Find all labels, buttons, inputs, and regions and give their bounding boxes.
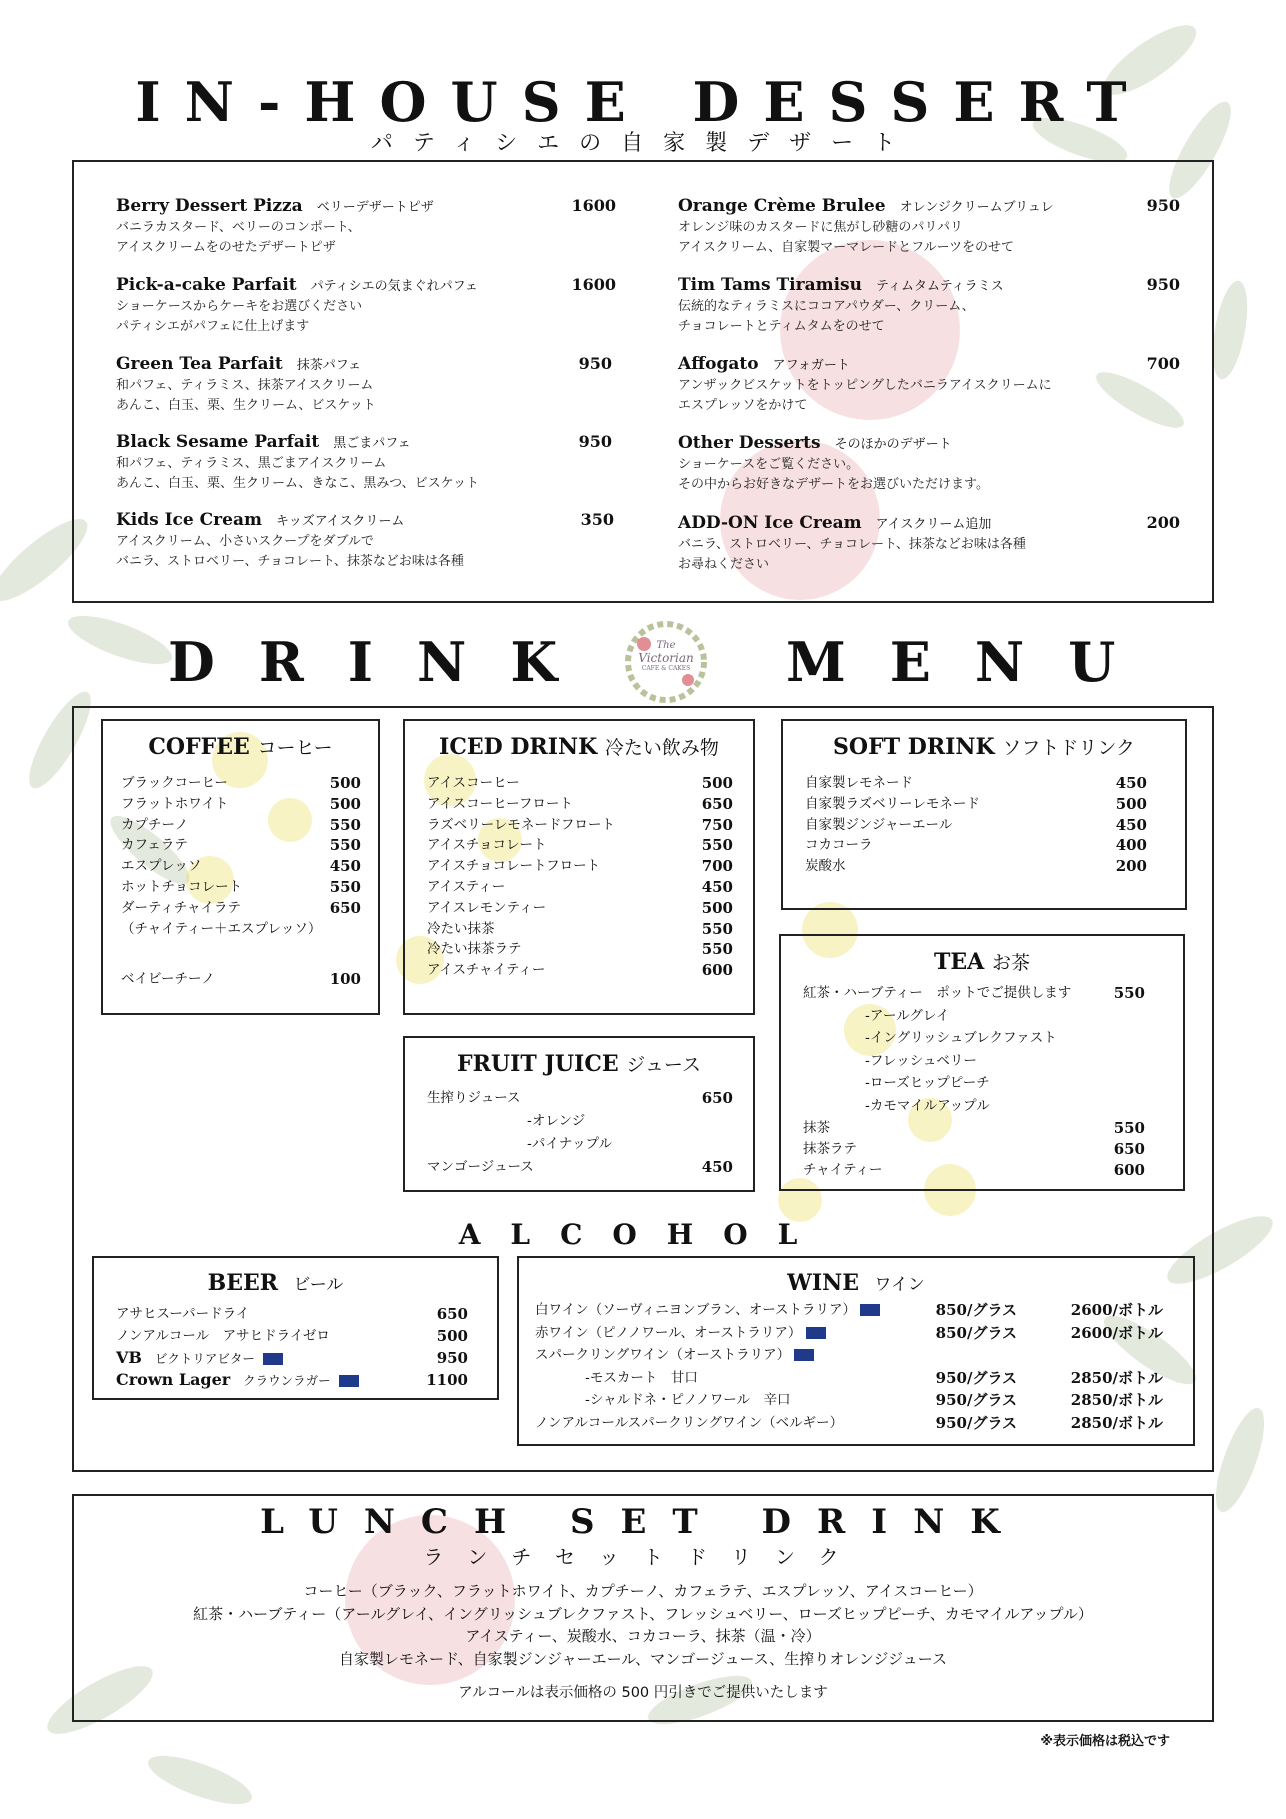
menu-row: 紅茶・ハーブティー ポットでご提供します 550: [803, 984, 1145, 1002]
wine-row: スパークリングワイン（オーストラリア）: [535, 1345, 1163, 1368]
dessert-desc-line: 伝統的なティラミスにココアパウダー、クリーム、: [678, 299, 975, 314]
dessert-jp-name: オレンジクリームブリュレ: [899, 200, 1054, 215]
beer-panel: [92, 1256, 499, 1400]
dessert-desc-line: パティシエがパフェに仕上げます: [116, 319, 310, 334]
dessert-price: 200: [1146, 513, 1180, 532]
dessert-item: [678, 275, 1180, 337]
dessert-desc-line: バニラカスタード、ベリーのコンポート、: [116, 220, 361, 235]
dessert-desc-line: チョコレートとティムタムをのせて: [678, 319, 885, 334]
menu-row: 冷たい抹茶 550: [427, 919, 733, 938]
menu-row: フラットホワイト 500: [121, 794, 361, 813]
menu-row: Crown Lager クラウンラガー 1100: [116, 1370, 468, 1389]
dessert-name: Other Desserts: [678, 433, 821, 453]
menu-row: アイスチャイティー 600: [427, 961, 733, 980]
menu-row: コカコーラ 400: [805, 836, 1147, 855]
menu-row: ノンアルコール アサヒドライゼロ 500: [116, 1327, 468, 1345]
dessert-desc-line: アイスクリーム、自家製マーマレードとフルーツをのせて: [678, 240, 1015, 255]
australia-flag-icon: [263, 1353, 283, 1365]
menu-row: アイスティー 450: [427, 877, 733, 896]
dessert-item: [116, 432, 612, 494]
tea-option: -フレッシュベリー: [865, 1052, 977, 1069]
iced-drink-panel: [403, 719, 755, 1015]
tax-note: ※表示価格は税込です: [1040, 1734, 1170, 1749]
menu-row: ラズベリーレモネードフロート 750: [427, 815, 733, 834]
coffee-list: [121, 773, 361, 990]
menu-row: チャイティー 600: [803, 1161, 1145, 1179]
dessert-desc-line: ショーケースをご覧ください。: [678, 457, 860, 472]
logo-name: Victorian: [638, 651, 694, 665]
lunch-alcohol-note: アルコールは表示価格の 500 円引きでご提供いたします: [458, 1685, 828, 1701]
dessert-jp-name: ベリーデザートピザ: [316, 200, 434, 215]
dessert-desc-line: その中からお好きなデザートをお選びいただけます。: [678, 477, 989, 492]
alcohol-title: ALCOHOL: [458, 1218, 828, 1251]
wine-list: [535, 1300, 1163, 1435]
menu-row: カプチーノ 550: [121, 815, 361, 834]
dessert-jp-name: 黒ごまパフェ: [333, 436, 411, 451]
wine-row: 白ワイン（ソーヴィニヨンブラン、オーストラリア） 850/グラス 2600/ボトル: [535, 1301, 1163, 1319]
wine-panel: [517, 1256, 1195, 1446]
dessert-name: Tim Tams Tiramisu: [678, 275, 862, 295]
fruit-juice-list: [427, 1088, 733, 1180]
dessert-name: ADD-ON Ice Cream: [678, 513, 862, 533]
menu-row: 自家製レモネード 450: [805, 774, 1147, 792]
dessert-desc-line: オレンジ味のカスタードに焦がし砂糖のパリパリ: [678, 220, 963, 235]
dessert-name: Black Sesame Parfait: [116, 432, 320, 452]
dessert-desc-line: あんこ、白玉、栗、生クリーム、ビスケット: [116, 398, 376, 413]
menu-row: アイスコーヒー 500: [427, 774, 733, 792]
iced-drink-list: [427, 773, 733, 981]
soft-drink-panel: [781, 719, 1187, 910]
dessert-item: [678, 196, 1180, 258]
dessert-name: Kids Ice Cream: [116, 510, 262, 530]
australia-flag-icon: [860, 1304, 880, 1316]
dessert-name: Berry Dessert Pizza: [116, 196, 303, 216]
dessert-name: Green Tea Parfait: [116, 354, 283, 374]
dessert-item: [116, 354, 612, 416]
dessert-desc-line: バニラ、ストロベリー、チョコレート、抹茶などお味は各種: [678, 537, 1026, 552]
dessert-name: Orange Crème Brulee: [678, 196, 886, 216]
tea-option: -アールグレイ: [865, 1007, 950, 1024]
lunch-title: LUNCH SET DRINK: [260, 1502, 1026, 1542]
dessert-price: 1600: [571, 196, 616, 215]
tea-option: -カモマイルアップル: [865, 1097, 990, 1114]
dessert-desc-line: バニラ、ストロベリー、チョコレート、抹茶などお味は各種: [116, 554, 464, 569]
fruit-juice-panel: [403, 1036, 755, 1192]
lunch-line: 紅茶・ハーブティー（アールグレイ、イングリッシュブレクファスト、フレッシュベリー、ローズヒップピーチ、カモマイルアップル）: [193, 1604, 1093, 1623]
dessert-desc-line: 和パフェ、ティラミス、抹茶アイスクリーム: [116, 378, 374, 393]
dessert-price: 950: [1146, 275, 1180, 294]
dessert-jp-name: 抹茶パフェ: [296, 358, 362, 373]
menu-row: 抹茶ラテ 650: [803, 1140, 1145, 1158]
australia-flag-icon: [794, 1349, 814, 1361]
dessert-desc-line: あんこ、白玉、栗、生クリーム、きなこ、黒みつ、ビスケット: [116, 476, 479, 491]
menu-row: アサヒスーパードライ 650: [116, 1305, 468, 1323]
dessert-desc-line: ショーケースからケーキをお選びください: [116, 299, 363, 314]
menu-note: （チャイティー＋エスプレッソ）: [121, 920, 322, 937]
dessert-subtitle: パティシエの自家製デザート: [370, 131, 916, 156]
dessert-item: [678, 513, 1180, 575]
lunch-line: 自家製レモネード、自家製ジンジャーエール、マンゴージュース、生搾りオレンジジュース: [338, 1649, 948, 1668]
menu-row: 生搾りジュース 650: [427, 1089, 733, 1107]
dessert-price: 700: [1146, 354, 1180, 373]
dessert-desc-line: アイスクリーム、小さいスクープをダブルで: [116, 534, 374, 549]
lunch-line: コーヒー（ブラック、フラットホワイト、カプチーノ、カフェラテ、エスプレッソ、アイスコーヒー）: [303, 1582, 983, 1600]
dessert-price: 950: [578, 354, 612, 373]
drink-title-right: MENU: [786, 630, 1160, 694]
menu-row: アイスチョコレート 550: [427, 836, 733, 855]
juice-option: -パイナップル: [527, 1136, 613, 1152]
wine-row: -シャルドネ・ピノノワール 辛口 950/グラス 2850/ボトル: [585, 1391, 1163, 1409]
dessert-item: [116, 196, 616, 258]
dessert-price: 350: [580, 510, 614, 529]
menu-row: ブラックコーヒー 500: [121, 774, 361, 792]
dessert-jp-name: そのほかのデザート: [834, 437, 952, 452]
menu-row: 冷たい抹茶ラテ 550: [427, 940, 733, 959]
tea-option: -ローズヒップピーチ: [865, 1075, 990, 1091]
beer-list: [116, 1304, 468, 1392]
dessert-name: Pick-a-cake Parfait: [116, 275, 297, 295]
dessert-jp-name: アフォガート: [772, 358, 850, 373]
menu-row: アイスコーヒーフロート 650: [427, 794, 733, 813]
fruit-juice-title: FRUIT JUICE ジュース: [457, 1051, 701, 1077]
menu-row: ホットチョコレート 550: [121, 877, 361, 896]
tea-panel: [779, 934, 1185, 1191]
menu-row: ベイビーチーノ 100: [121, 970, 361, 989]
menu-row: 抹茶 550: [803, 1119, 1145, 1137]
coffee-panel: [101, 719, 380, 1015]
cafe-logo: [622, 618, 710, 706]
soft-drink-list: [805, 773, 1147, 877]
wine-row: ノンアルコールスパークリングワイン（ベルギー） 950/グラス 2850/ボトル: [535, 1413, 1163, 1432]
menu-row: VB ビクトリアビター 950: [116, 1348, 468, 1367]
wine-row: -モスカート 甘口 950/グラス 2850/ボトル: [585, 1368, 1163, 1387]
lunch-line: アイスティー、炭酸水、コカコーラ、抹茶（温・冷）: [465, 1627, 821, 1645]
dessert-jp-name: ティムタムティラミス: [876, 279, 1004, 294]
tea-option: -イングリッシュブレクファスト: [865, 1030, 1057, 1046]
dessert-price: 950: [578, 432, 612, 451]
dessert-jp-name: パティシエの気まぐれパフェ: [310, 279, 478, 294]
menu-row: アイスレモンティー 500: [427, 898, 733, 917]
tea-list: [803, 983, 1145, 1181]
beer-title: BEER ビール: [207, 1270, 344, 1296]
dessert-item: [116, 510, 614, 572]
dessert-desc-line: アイスクリームをのせたデザートピザ: [116, 240, 336, 255]
australia-flag-icon: [339, 1375, 359, 1387]
juice-option: -オレンジ: [527, 1113, 586, 1129]
dessert-desc-line: お尋ねください: [678, 557, 770, 572]
dessert-jp-name: キッズアイスクリーム: [275, 514, 405, 529]
dessert-item: [116, 275, 616, 337]
dessert-desc-line: 和パフェ、ティラミス、黒ごまアイスクリーム: [116, 456, 387, 471]
iced-drink-title: ICED DRINK 冷たい飲み物: [439, 734, 719, 760]
drink-title-left: DRINK: [168, 630, 602, 694]
dessert-jp-name: アイスクリーム追加: [875, 517, 992, 532]
soft-drink-title: SOFT DRINK ソフトドリンク: [833, 734, 1135, 760]
logo-the: The: [656, 640, 676, 651]
menu-row: カフェラテ 550: [121, 836, 361, 855]
dessert-name: Affogato: [678, 354, 759, 374]
wine-title: WINE ワイン: [787, 1270, 925, 1296]
menu-row: マンゴージュース 450: [427, 1158, 733, 1176]
menu-row: 自家製ラズベリーレモネード 500: [805, 794, 1147, 813]
lunch-subtitle: ランチセットドリンク: [423, 1545, 863, 1569]
tea-title: TEA お茶: [934, 949, 1030, 975]
menu-row: 自家製ジンジャーエール 450: [805, 815, 1147, 834]
dessert-item: [678, 354, 1180, 416]
wine-row: 赤ワイン（ピノノワール、オーストラリア） 850/グラス 2600/ボトル: [535, 1323, 1163, 1342]
dessert-desc-line: アンザックビスケットをトッピングしたバニラアイスクリームに: [678, 378, 1052, 393]
australia-flag-icon: [806, 1327, 826, 1339]
logo-tagline: CAFE & CAKES: [641, 665, 691, 672]
dessert-price: 1600: [571, 275, 616, 294]
menu-row: ダーティチャイラテ 650: [121, 898, 361, 917]
lunch-lines: [76, 1580, 1210, 1705]
coffee-title: COFFEE コーヒー: [148, 734, 333, 760]
dessert-title: IN-HOUSE DESSERT: [135, 70, 1151, 134]
dessert-desc-line: エスプレッソをかけて: [678, 398, 808, 413]
menu-row: アイスチョコレートフロート 700: [427, 857, 733, 876]
dessert-item: [678, 433, 1180, 495]
dessert-price: 950: [1146, 196, 1180, 215]
menu-row: 炭酸水 200: [805, 857, 1147, 876]
menu-row: エスプレッソ 450: [121, 857, 361, 876]
